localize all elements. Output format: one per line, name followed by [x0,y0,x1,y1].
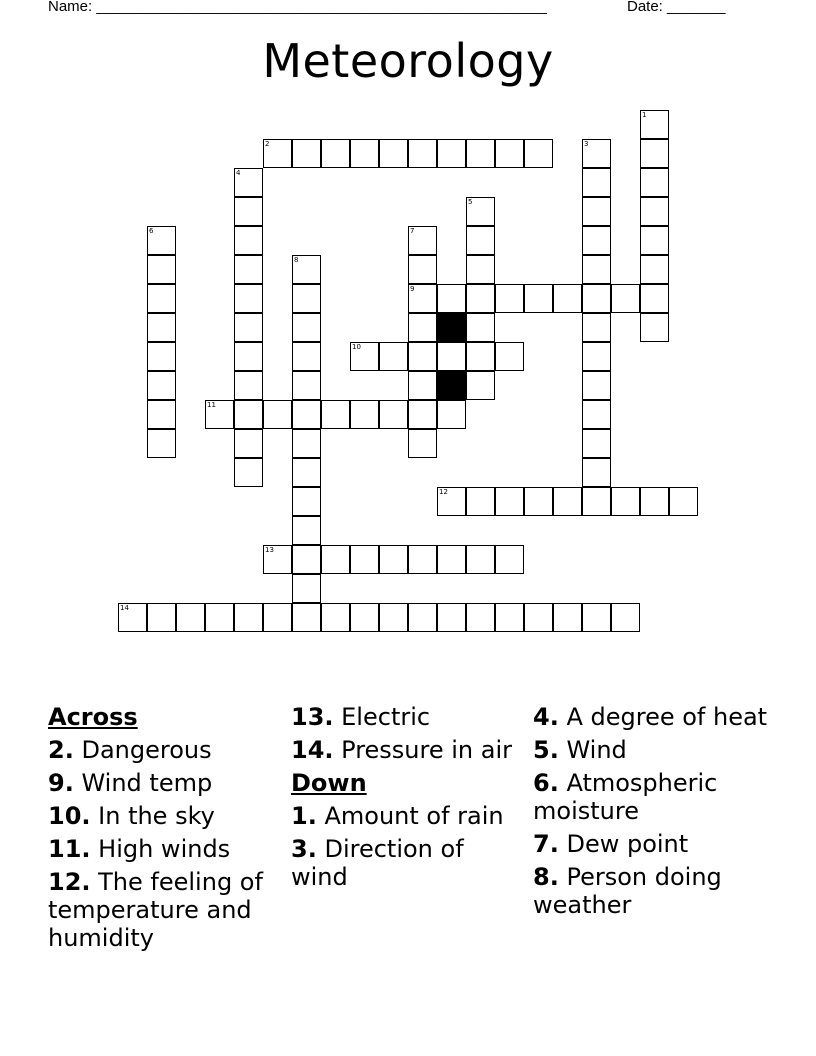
grid-cell[interactable] [466,545,495,574]
clue-number: 10. [48,802,91,830]
clue-down-1 [291,802,526,830]
clue-text: The feeling of temperature and humidity [48,868,263,952]
grid-cell[interactable] [350,400,379,429]
grid-cell[interactable] [466,371,495,400]
grid-cell[interactable] [466,255,495,284]
grid-cell[interactable] [292,603,321,632]
clue-number-label: 9 [410,285,415,293]
clue-number-label: 2 [265,140,270,148]
grid-cell[interactable] [582,371,611,400]
grid-cell[interactable] [379,545,408,574]
clue-number-label: 11 [207,401,216,409]
clue-text: Dangerous [73,736,212,764]
grid-cell[interactable] [234,168,263,197]
grid-cell[interactable] [582,487,611,516]
clue-number: 14. [291,736,334,764]
grid-cell[interactable] [437,487,466,516]
clue-number-label: 1 [642,111,647,119]
clue-number: 5. [533,736,559,764]
grid-cell[interactable] [263,545,292,574]
grid-cell[interactable] [350,545,379,574]
clue-across-14 [291,736,526,764]
grid-cell[interactable] [147,226,176,255]
grid-cell[interactable] [437,139,466,168]
grid-cell[interactable] [292,545,321,574]
grid-cell[interactable] [205,400,234,429]
grid-cell[interactable] [234,371,263,400]
grid-cell[interactable] [582,458,611,487]
clue-across-11 [48,835,283,863]
grid-cell[interactable] [234,313,263,342]
clue-text: Amount of rain [316,802,504,830]
clue-down-5 [533,736,768,764]
grid-cell[interactable] [466,603,495,632]
grid-cell[interactable] [582,197,611,226]
grid-cell[interactable] [437,545,466,574]
grid-cell[interactable] [640,284,669,313]
grid-cell[interactable] [408,313,437,342]
grid-cell[interactable] [234,284,263,313]
grid-cell[interactable] [147,255,176,284]
grid-cell[interactable] [379,139,408,168]
clue-down-8 [533,863,768,919]
clue-across-9 [48,769,283,797]
grid-cell[interactable] [408,371,437,400]
date-field-label: Date: _______ [627,0,726,15]
clue-number: 7. [533,830,559,858]
grid-cell[interactable] [379,400,408,429]
clue-number-label: 4 [236,169,241,177]
grid-cell[interactable] [640,487,669,516]
grid-cell[interactable] [292,284,321,313]
clue-text: Atmospheric moisture [533,769,718,825]
clue-text: Person doing weather [533,863,722,919]
clue-text: Direction of wind [291,835,464,891]
clue-number-label: 10 [352,343,361,351]
clue-number: 2. [48,736,74,764]
grid-cell[interactable] [234,458,263,487]
page-title: Meteorology [262,34,554,88]
grid-cell[interactable] [205,603,234,632]
grid-cell[interactable] [437,603,466,632]
clue-text: Pressure in air [333,736,513,764]
grid-cell[interactable] [408,545,437,574]
grid-cell[interactable] [147,371,176,400]
grid-cell[interactable] [292,313,321,342]
clue-across-2 [48,736,283,764]
grid-cell[interactable] [582,313,611,342]
grid-cell[interactable] [553,284,582,313]
clue-text: A degree of heat [558,703,768,731]
grid-cell[interactable] [582,139,611,168]
down-heading: Down [291,769,367,797]
clue-number: 8. [533,863,559,891]
black-square [437,313,466,342]
grid-cell[interactable] [234,342,263,371]
clue-number-label: 7 [410,227,415,235]
grid-cell[interactable] [524,139,553,168]
clue-number: 1. [291,802,317,830]
grid-cell[interactable] [524,487,553,516]
clue-across-13 [291,703,526,731]
grid-cell[interactable] [437,400,466,429]
grid-cell[interactable] [408,603,437,632]
grid-cell[interactable] [640,110,669,139]
clue-down-6 [533,769,768,825]
clue-number: 9. [48,769,74,797]
grid-cell[interactable] [147,429,176,458]
grid-cell[interactable] [611,284,640,313]
grid-cell[interactable] [147,400,176,429]
grid-cell[interactable] [582,400,611,429]
grid-cell[interactable] [582,429,611,458]
grid-cell[interactable] [466,313,495,342]
grid-cell[interactable] [408,284,437,313]
clue-text: Electric [333,703,431,731]
grid-cell[interactable] [640,226,669,255]
grid-cell[interactable] [582,168,611,197]
grid-cell[interactable] [466,139,495,168]
clue-number: 11. [48,835,91,863]
grid-cell[interactable] [321,400,350,429]
clue-column-2 [291,703,526,896]
clue-text: Wind [558,736,627,764]
clue-number-label: 8 [294,256,299,264]
grid-cell[interactable] [437,284,466,313]
grid-cell[interactable] [611,487,640,516]
grid-cell[interactable] [379,342,408,371]
grid-cell[interactable] [611,603,640,632]
grid-cell[interactable] [437,342,466,371]
grid-cell[interactable] [495,487,524,516]
grid-cell[interactable] [640,197,669,226]
clue-text: In the sky [90,802,215,830]
grid-cell[interactable] [321,139,350,168]
grid-cell[interactable] [321,545,350,574]
grid-cell[interactable] [292,342,321,371]
grid-cell[interactable] [321,603,350,632]
grid-cell[interactable] [292,139,321,168]
clue-number-label: 6 [149,227,154,235]
clue-number: 6. [533,769,559,797]
grid-cell[interactable] [350,342,379,371]
grid-cell[interactable] [640,313,669,342]
grid-cell[interactable] [292,400,321,429]
clue-number-label: 12 [439,488,448,496]
grid-cell[interactable] [118,603,147,632]
grid-cell[interactable] [495,603,524,632]
grid-cell[interactable] [176,603,205,632]
grid-cell[interactable] [495,342,524,371]
clue-column-3 [533,703,768,924]
clue-number: 3. [291,835,317,863]
grid-cell[interactable] [234,603,263,632]
grid-cell[interactable] [466,487,495,516]
grid-cell[interactable] [466,284,495,313]
grid-cell[interactable] [553,487,582,516]
clue-number: 12. [48,868,91,896]
grid-cell[interactable] [582,342,611,371]
grid-cell[interactable] [292,429,321,458]
clue-number-label: 5 [468,198,473,206]
clue-number: 13. [291,703,334,731]
grid-cell[interactable] [350,139,379,168]
clue-text: Wind temp [73,769,213,797]
grid-cell[interactable] [582,284,611,313]
clue-down-4 [533,703,768,731]
grid-cell[interactable] [234,197,263,226]
grid-cell[interactable] [234,255,263,284]
grid-cell[interactable] [147,603,176,632]
grid-cell[interactable] [234,400,263,429]
grid-cell[interactable] [466,342,495,371]
grid-cell[interactable] [408,139,437,168]
name-field-label: Name: ______________________________________________________ [48,0,547,15]
grid-cell[interactable] [524,284,553,313]
grid-cell[interactable] [147,284,176,313]
black-square [437,371,466,400]
grid-cell[interactable] [408,429,437,458]
grid-cell[interactable] [466,226,495,255]
grid-cell[interactable] [292,255,321,284]
grid-cell[interactable] [640,255,669,284]
clue-number-label: 14 [120,604,129,612]
grid-cell[interactable] [147,313,176,342]
clue-text: Dew point [558,830,689,858]
clue-down-3 [291,835,526,891]
grid-cell[interactable] [292,371,321,400]
grid-cell[interactable] [495,545,524,574]
grid-cell[interactable] [408,226,437,255]
grid-cell[interactable] [669,487,698,516]
clue-number-label: 3 [584,140,589,148]
grid-cell[interactable] [640,139,669,168]
grid-cell[interactable] [582,255,611,284]
grid-cell[interactable] [553,603,582,632]
clue-number-label: 13 [265,546,274,554]
clue-number: 4. [533,703,559,731]
grid-cell[interactable] [263,400,292,429]
grid-cell[interactable] [292,487,321,516]
clue-column-1 [48,703,283,957]
grid-cell[interactable] [582,226,611,255]
grid-cell[interactable] [350,603,379,632]
grid-cell[interactable] [524,603,553,632]
grid-cell[interactable] [466,197,495,226]
grid-cell[interactable] [408,400,437,429]
grid-cell[interactable] [495,139,524,168]
clue-across-12 [48,868,283,952]
grid-cell[interactable] [408,342,437,371]
grid-cell[interactable] [263,603,292,632]
clue-text: High winds [90,835,231,863]
grid-cell[interactable] [582,603,611,632]
across-heading: Across [48,703,138,731]
clue-down-7 [533,830,768,858]
grid-cell[interactable] [379,603,408,632]
grid-cell[interactable] [234,226,263,255]
grid-cell[interactable] [234,429,263,458]
grid-cell[interactable] [292,458,321,487]
grid-cell[interactable] [292,516,321,545]
grid-cell[interactable] [263,139,292,168]
grid-cell[interactable] [408,255,437,284]
grid-cell[interactable] [147,342,176,371]
grid-cell[interactable] [292,574,321,603]
grid-cell[interactable] [640,168,669,197]
clue-across-10 [48,802,283,830]
grid-cell[interactable] [495,284,524,313]
